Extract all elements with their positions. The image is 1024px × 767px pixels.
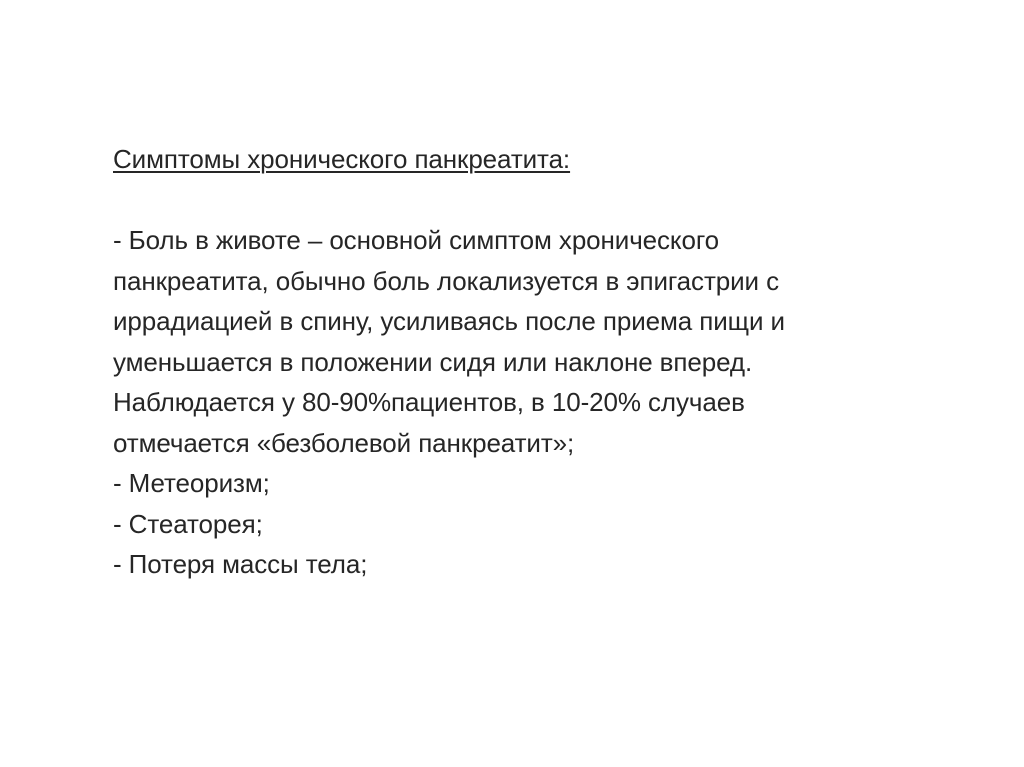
- slide-title: Симптомы хронического панкреатита:: [113, 144, 571, 174]
- symptom-paragraph: [113, 220, 913, 463]
- paragraph-line: отмечается «безболевой панкреатит»;: [113, 427, 575, 458]
- paragraph-line: Наблюдается у 80-90%пациентов, в 10-20% случаев: [113, 387, 745, 417]
- list-item: - Метеоризм;: [113, 468, 270, 498]
- paragraph-line: иррадиацией в спину, усиливаясь после приема пищи и: [113, 306, 785, 336]
- slide-content: [113, 139, 913, 585]
- paragraph-line: панкреатита, обычно боль локализуется в эпигастрии с: [113, 265, 779, 296]
- paragraph-line: уменьшается в положении сидя или наклоне вперед.: [113, 346, 753, 377]
- list-item: - Стеаторея;: [113, 508, 263, 539]
- symptom-list: [113, 463, 913, 585]
- list-item: - Потеря массы тела;: [113, 549, 368, 579]
- paragraph-line: - Боль в животе – основной симптом хронического: [113, 225, 720, 255]
- blank-line: [113, 180, 913, 221]
